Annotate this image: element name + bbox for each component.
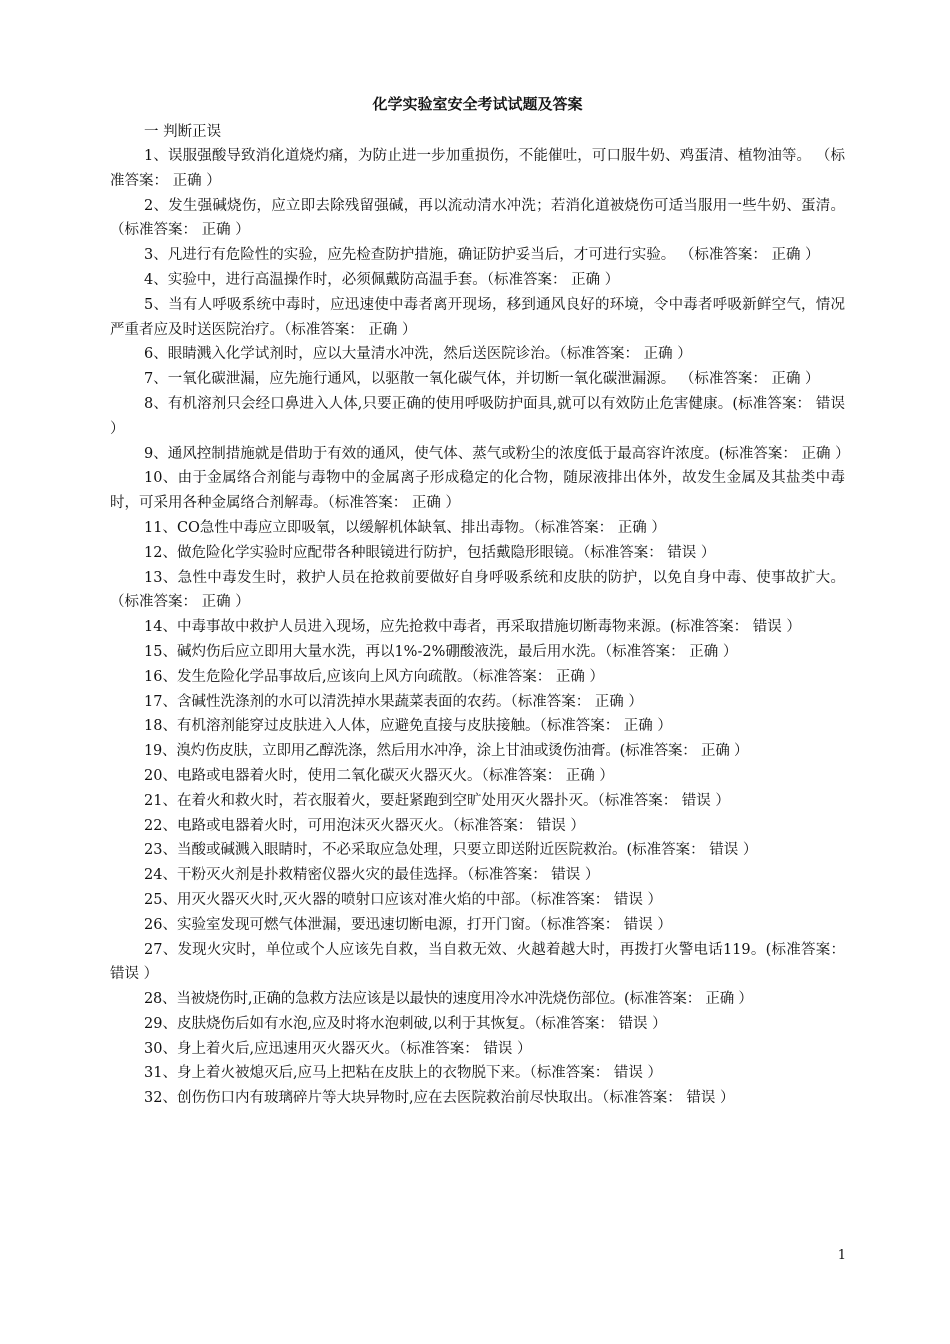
question-item: 32、创伤伤口内有玻璃碎片等大块异物时,应在去医院救治前尽快取出。（标准答案： 错误 ） <box>144 1090 735 1107</box>
question-item: 11、CO急性中毒应立即吸氧，以缓解机体缺氧、排出毒物。（标准答案： 正确 ） <box>144 519 666 536</box>
question-item: 8、有机溶剂只会经口鼻进入人体,只要正确的使用呼吸防护面具,就可以有效防止危害健康。(标准答案： 错误 ） <box>110 395 845 437</box>
page-number: 1 <box>837 1248 846 1263</box>
question-item: 24、干粉灭火剂是扑救精密仪器火灾的最佳选择。（标准答案： 错误 ） <box>144 867 600 884</box>
question-item: 28、当被烧伤时,正确的急救方法应该是以最快的速度用冷水冲洗烧伤部位。(标准答案： 正确 ） <box>144 991 753 1008</box>
question-item: 17、含碱性洗涤剂的水可以清洗掉水果蔬菜表面的农药。（标准答案： 正确 ） <box>144 693 643 710</box>
question-item: 1、误服强酸导致消化道烧灼痛，为防止进一步加重损伤，不能催吐，可口服牛奶、鸡蛋清、植物油等。 （标准答案： 正确 ） <box>110 148 845 189</box>
question-item: 26、实验室发现可燃气体泄漏，要迅速切断电源，打开门窗。（标准答案： 错误 ） <box>144 916 672 933</box>
question-item: 27、发现火灾时，单位或个人应该先自救，当自救无效、火越着越大时，再拨打火警电话119。(标准答案： 错误 ） <box>110 941 845 983</box>
question-item: 9、通风控制措施就是借助于有效的通风，使气体、蒸气或粉尘的浓度低于最高容许浓度。(标准答案： 正确 ） <box>144 445 850 462</box>
question-item: 7、一氧化碳泄漏，应先施行通风，以驱散一氧化碳气体，并切断一氧化碳泄漏源。 （标准答案： 正确 ） <box>144 371 820 388</box>
question-item: 31、身上着火被熄灭后,应马上把粘在皮肤上的衣物脱下来。（标准答案： 错误 ） <box>144 1065 663 1082</box>
document-title: 化学实验室安全考试试题及答案 <box>372 95 583 113</box>
question-item: 21、在着火和救火时，若衣服着火，要赶紧跑到空旷处用灭火器扑灭。（标准答案： 错误 ） <box>144 792 730 809</box>
question-item: 30、身上着火后,应迅速用灭火器灭火。（标准答案： 错误 ） <box>144 1040 532 1057</box>
question-item: 29、皮肤烧伤后如有水泡,应及时将水泡刺破,以利于其恢复。（标准答案： 错误 ） <box>144 1015 667 1032</box>
question-item: 3、凡进行有危险性的实验，应先检查防护措施，确证防护妥当后，才可进行实验。 （标准答案： 正确 ） <box>144 247 820 264</box>
question-item: 4、实验中，进行高温操作时，必须佩戴防高温手套。（标准答案： 正确 ） <box>144 271 620 288</box>
question-item: 14、中毒事故中救护人员进入现场，应先抢救中毒者，再采取措施切断毒物来源。(标准答案： 错误 ） <box>144 619 801 636</box>
question-item: 13、急性中毒发生时，救护人员在抢救前要做好自身呼吸系统和皮肤的防护，以免自身中毒、使事故扩大。（标准答案： 正确 ） <box>110 569 845 611</box>
question-list <box>110 144 850 1111</box>
question-item: 25、用灭火器灭火时,灭火器的喷射口应该对准火焰的中部。（标准答案： 错误 ） <box>144 891 663 908</box>
question-item: 15、碱灼伤后应立即用大量水洗，再以1%-2%硼酸液洗，最后用水洗。（标准答案： 正确 ） <box>144 643 738 660</box>
question-item: 5、当有人呼吸系统中毒时，应迅速使中毒者离开现场，移到通风良好的环境，令中毒者呼吸新鲜空气，情况严重者应及时送医院治疗。（标准答案： 正确 ） <box>110 296 845 338</box>
question-item: 16、发生危险化学品事故后,应该向上风方向疏散。（标准答案： 正确 ） <box>144 668 605 685</box>
question-item: 22、电路或电器着火时，可用泡沫灭火器灭火。（标准答案： 错误 ） <box>144 817 585 834</box>
question-item: 19、溴灼伤皮肤，立即用乙醇洗涤，然后用水冲净，涂上甘油或烫伤油膏。(标准答案： 正确 ） <box>144 743 749 760</box>
question-item: 23、当酸或碱溅入眼睛时，不必采取应急处理，只要立即送附近医院救治。(标准答案： 错误 ） <box>144 842 758 859</box>
document-page <box>110 92 850 1111</box>
question-item: 10、由于金属络合剂能与毒物中的金属离子形成稳定的化合物，随尿液排出体外，故发生金属及其盐类中毒时，可采用各种金属络合剂解毒。（标准答案： 正确 ） <box>110 470 845 512</box>
question-item: 12、做危险化学实验时应配带各种眼镜进行防护，包括戴隐形眼镜。（标准答案： 错误 ） <box>144 544 716 561</box>
section-heading: 一 判断正误 <box>144 124 222 140</box>
question-item: 18、有机溶剂能穿过皮肤进入人体，应避免直接与皮肤接触。（标准答案： 正确 ） <box>144 718 672 735</box>
question-item: 6、眼睛溅入化学试剂时，应以大量清水冲洗，然后送医院诊治。（标准答案： 正确 ） <box>144 346 692 363</box>
question-item: 20、电路或电器着火时，使用二氧化碳灭火器灭火。（标准答案： 正确 ） <box>144 767 614 784</box>
question-item: 2、发生强碱烧伤，应立即去除残留强碱，再以流动清水冲洗；若消化道被烧伤可适当服用一些牛奶、蛋清。（标准答案： 正确 ） <box>110 197 845 239</box>
